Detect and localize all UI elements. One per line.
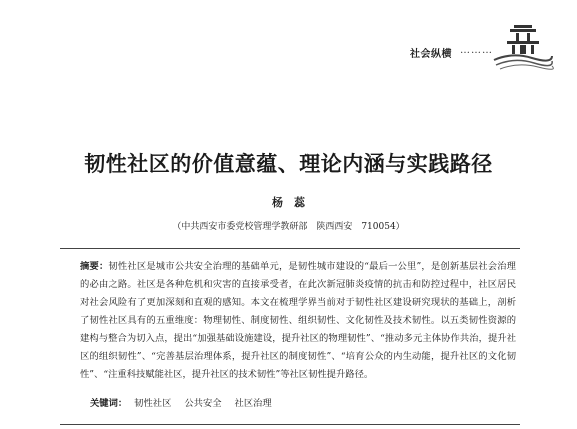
column-label: 社会纵横 (410, 49, 452, 60)
abstract (80, 258, 516, 384)
keywords-label: 关键词： (90, 398, 128, 409)
author-affiliation: （中共西安市委党校管理学教研部 陕西西安 710054） (172, 222, 405, 232)
keyword: 韧性社区 (134, 398, 172, 409)
keyword: 公共安全 (184, 398, 222, 409)
abstract-text: 韧性社区是城市公共安全治理的基础单元，是韧性城市建设的“最后一公里”，是创新基层社会治理的必由之路。社区是各种危机和灾害的直接承受者，在此次新冠肺炎疫情的抗击和防控过程中，社区居民对社会风险有了更加深刻和直观的感知。本文在梳理学界当前对于韧性社区建设研究现状的基础上，剖析了韧性社区具有的五重维度：物理韧性、制度韧性、组织韧性、文化韧性及技术韧性。以五类韧性资源的建构与整合为切入点，提出“加强基础设施建设，提升社区的物理韧性”、“推动多元主体协作共治，提升社区的组织韧性”、“完善基层治理体系，提升社区的制度韧性”、“培育公众的内生动能，提升社区的文化韧性”、“注重科技赋能社区，提升社区的技术韧性”等社区韧性提升路径。 (80, 261, 516, 380)
article-title: 韧性社区的价值意蕴、理论内涵与实践路径 (84, 152, 493, 176)
journal-emblem-icon (492, 22, 554, 72)
keyword: 社区治理 (234, 398, 272, 409)
top-rule (60, 248, 520, 249)
bottom-rule (60, 424, 520, 425)
column-dots: ……… (460, 45, 493, 56)
author-name: 杨 蕊 (272, 196, 305, 209)
abstract-label: 摘要： (80, 261, 109, 272)
keywords (90, 395, 510, 409)
